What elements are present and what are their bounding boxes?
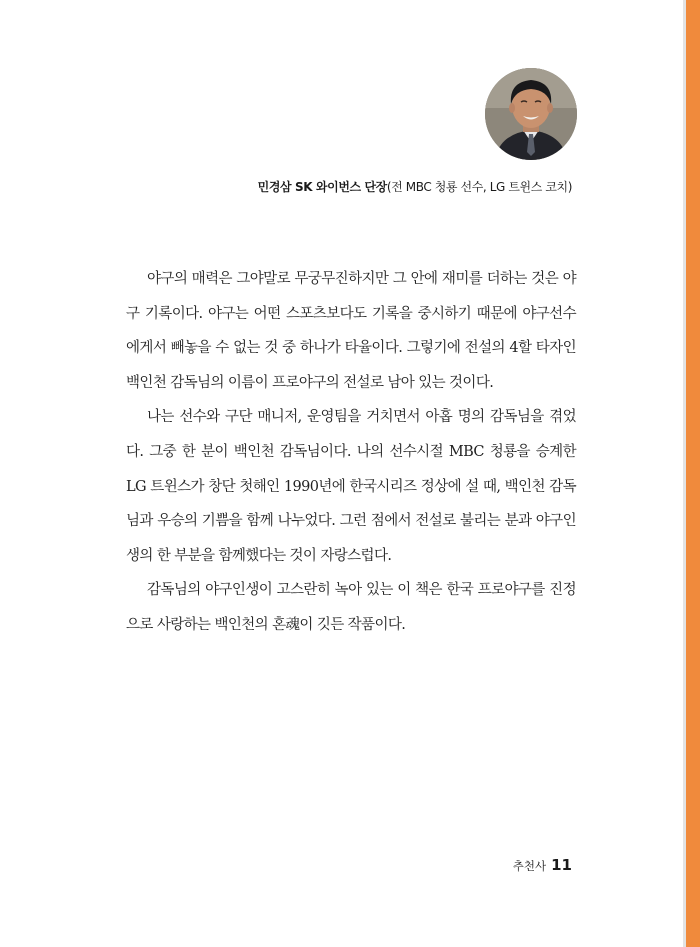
author-caption <box>258 178 572 195</box>
paragraph: 감독님의 야구인생이 고스란히 녹아 있는 이 책은 한국 프로야구를 진정으로 사랑하는 백인천의 혼魂이 깃든 작품이다. <box>126 582 576 633</box>
author-portrait <box>485 68 577 160</box>
author-detail: (전 MBC 청룡 선수, LG 트윈스 코치) <box>386 180 572 194</box>
page-footer <box>513 855 572 874</box>
paragraph: 나는 선수와 구단 매니저, 운영팀을 거치면서 아홉 명의 감독님을 겪었다. 그중 한 분이 백인천 감독님이다. 나의 선수시절 MBC 청룡을 승계한 LG 트윈스가 창단 첫해인 1990년에 한국시리즈 정상에 설 때, 백인천 감독님과 우승의 기쁨을 함께 나누었다. 그런 점에서 전설로 불리는 분과 야구인생의 한 부분을 함께했다는 것이 자랑스럽다. <box>126 409 576 564</box>
recommendation-text <box>126 262 576 643</box>
paragraph: 야구의 매력은 그야말로 무궁무진하지만 그 안에 재미를 더하는 것은 야구 기록이다. 야구는 어떤 스포츠보다도 기록을 중시하기 때문에 야구선수에게서 빼놓을 수 없는 것 중 하나가 타율이다. 그렇기에 전설의 4할 타자인 백인천 감독님의 이름이 프로야구의 전설로 남아 있는 것이다. <box>126 271 576 391</box>
page-number: 11 <box>551 856 572 874</box>
author-name: 민경삼 SK 와이번스 단장 <box>257 180 387 194</box>
page-edge-accent-bar <box>686 0 700 947</box>
section-title: 추천사 <box>512 859 547 873</box>
